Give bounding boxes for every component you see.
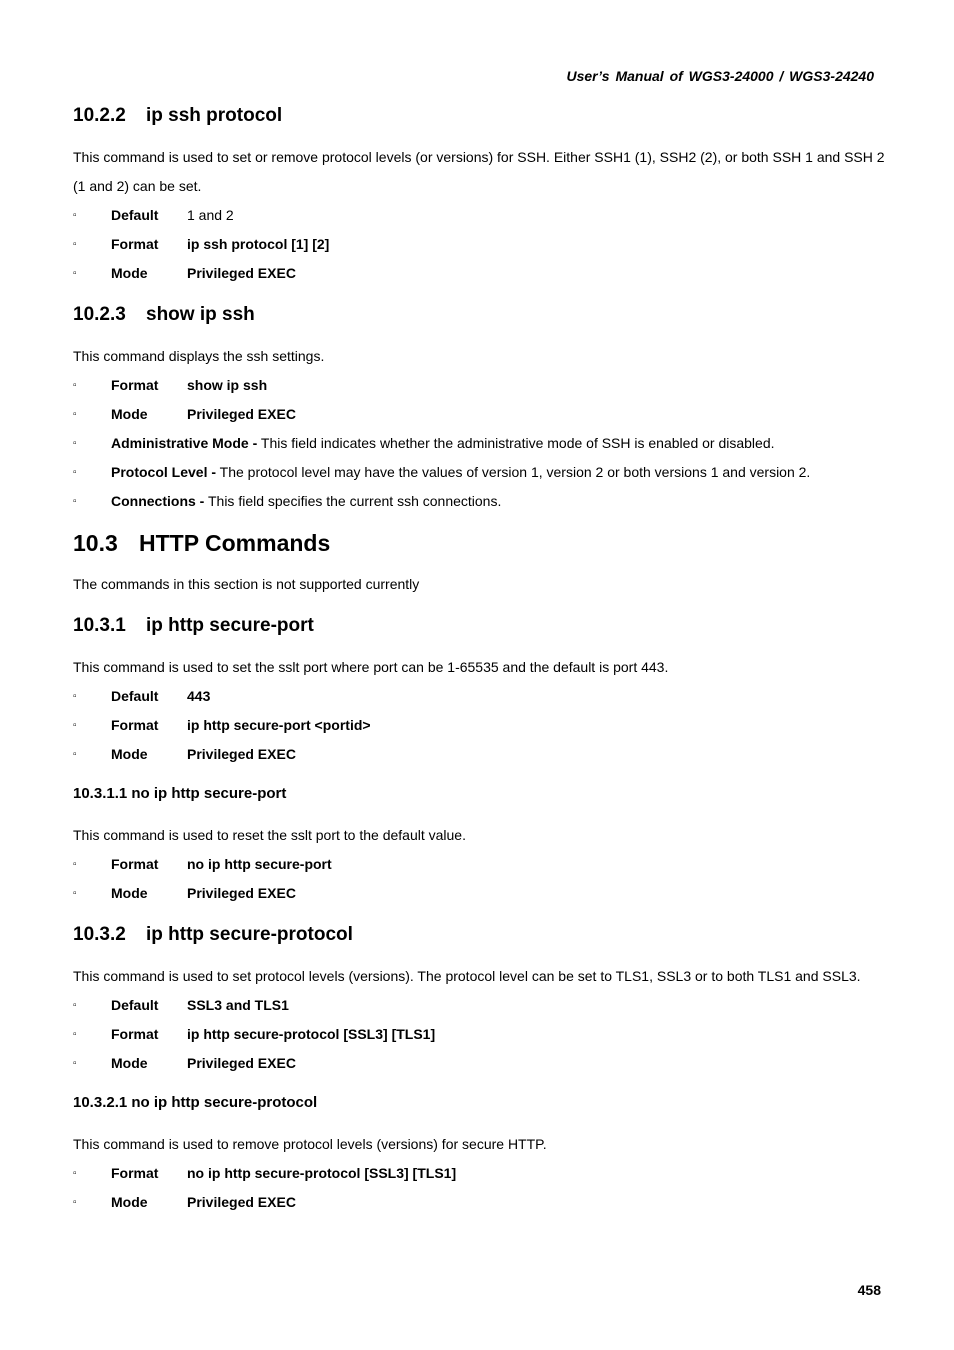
section-title: ip http secure-port — [146, 615, 314, 636]
list-item: ▫ Administrative Mode - This field indicates whether the administrative mode of SSH is enabled or disabled. — [73, 429, 885, 458]
property-list — [73, 682, 885, 769]
property-list — [73, 201, 885, 288]
property-list — [73, 850, 885, 908]
section-description: This command is used to remove protocol levels (versions) for secure HTTP. — [73, 1136, 547, 1152]
list-item: ▫ Protocol Level - The protocol level may have the values of version 1, version 2 or both versions 1 and version 2. — [73, 458, 885, 487]
list-item: ▫ Format no ip http secure-port — [73, 850, 885, 879]
subsection-heading-10-3-1-1: 10.3.1.1 no ip http secure-port — [73, 785, 287, 802]
section-number: 10.2.2 — [73, 105, 126, 126]
list-item: ▫ Format ip http secure-protocol [SSL3] [TLS1] — [73, 1020, 885, 1049]
list-item: ▫ Default 1 and 2 — [73, 201, 885, 230]
bullet-icon: ▫ — [73, 1000, 77, 1011]
bullet-icon: ▫ — [73, 268, 77, 279]
bullet-icon: ▫ — [73, 210, 77, 221]
section-description: This command is used to set the sslt port where port can be 1-65535 and the default is port 443. — [73, 659, 669, 675]
section-description: This command is used to reset the sslt port to the default value. — [73, 827, 466, 843]
list-item: ▫ Format ip ssh protocol [1] [2] — [73, 230, 885, 259]
list-item: ▫ Mode Privileged EXEC — [73, 1049, 885, 1078]
section-description: This command displays the ssh settings. — [73, 348, 325, 364]
property-list — [73, 991, 885, 1078]
section-description: This command is used to set protocol levels (versions). The protocol level can be set to TLS1, SSL3 or to both TLS1 and SSL3. — [73, 968, 861, 984]
bullet-icon: ▫ — [73, 859, 77, 870]
page-number: 458 — [857, 1282, 881, 1298]
section-heading-10-3-1 — [73, 611, 885, 641]
list-item: ▫ Default SSL3 and TLS1 — [73, 991, 885, 1020]
subsection-heading-10-3-2-1: 10.3.2.1 no ip http secure-protocol — [73, 1094, 318, 1111]
property-list — [73, 1159, 885, 1217]
section-heading-10-3-2 — [73, 920, 885, 950]
bullet-icon: ▫ — [73, 409, 77, 420]
bullet-icon: ▫ — [73, 496, 77, 507]
bullet-icon: ▫ — [73, 1058, 77, 1069]
list-item: ▫ Format ip http secure-port <portid> — [73, 711, 885, 740]
section-description: The commands in this section is not supported currently — [73, 576, 420, 592]
list-item: ▫ Format show ip ssh — [73, 371, 885, 400]
section-title: ip ssh protocol — [146, 105, 283, 126]
list-item: ▫ Mode Privileged EXEC — [73, 400, 885, 429]
section-title: HTTP Commands — [139, 530, 331, 556]
section-heading-10-3 — [73, 526, 885, 560]
list-item: ▫ Mode Privileged EXEC — [73, 259, 885, 288]
section-description: This command is used to set or remove protocol levels (or versions) for SSH. Either SSH1 (1), SSH2 (2), or both SSH 1 and SSH 2 (1 and 2) can be set. — [73, 149, 885, 194]
bullet-icon: ▫ — [73, 720, 77, 731]
bullet-icon: ▫ — [73, 888, 77, 899]
list-item: ▫ Default 443 — [73, 682, 885, 711]
section-title: ip http secure-protocol — [146, 924, 353, 945]
bullet-icon: ▫ — [73, 380, 77, 391]
list-item: ▫ Mode Privileged EXEC — [73, 879, 885, 908]
bullet-icon: ▫ — [73, 1197, 77, 1208]
bullet-icon: ▫ — [73, 239, 77, 250]
section-number: 10.3.1 — [73, 615, 126, 636]
section-heading-10-2-3 — [73, 300, 885, 330]
bullet-icon: ▫ — [73, 749, 77, 760]
section-number: 10.3 — [73, 530, 118, 556]
running-header: User’s Manual of WGS3-24000 / WGS3-24240 — [566, 68, 874, 84]
section-title: show ip ssh — [146, 304, 255, 325]
list-item: ▫ Mode Privileged EXEC — [73, 1188, 885, 1217]
section-number: 10.2.3 — [73, 304, 126, 325]
bullet-icon: ▫ — [73, 1168, 77, 1179]
property-list — [73, 371, 885, 516]
bullet-icon: ▫ — [73, 691, 77, 702]
list-item: ▫ Connections - This field specifies the current ssh connections. — [73, 487, 885, 516]
bullet-icon: ▫ — [73, 467, 77, 478]
section-number: 10.3.2 — [73, 924, 126, 945]
list-item: ▫ Mode Privileged EXEC — [73, 740, 885, 769]
document-body — [73, 101, 885, 1217]
list-item: ▫ Format no ip http secure-protocol [SSL3] [TLS1] — [73, 1159, 885, 1188]
bullet-icon: ▫ — [73, 1029, 77, 1040]
section-heading-10-2-2 — [73, 101, 885, 131]
bullet-icon: ▫ — [73, 438, 77, 449]
